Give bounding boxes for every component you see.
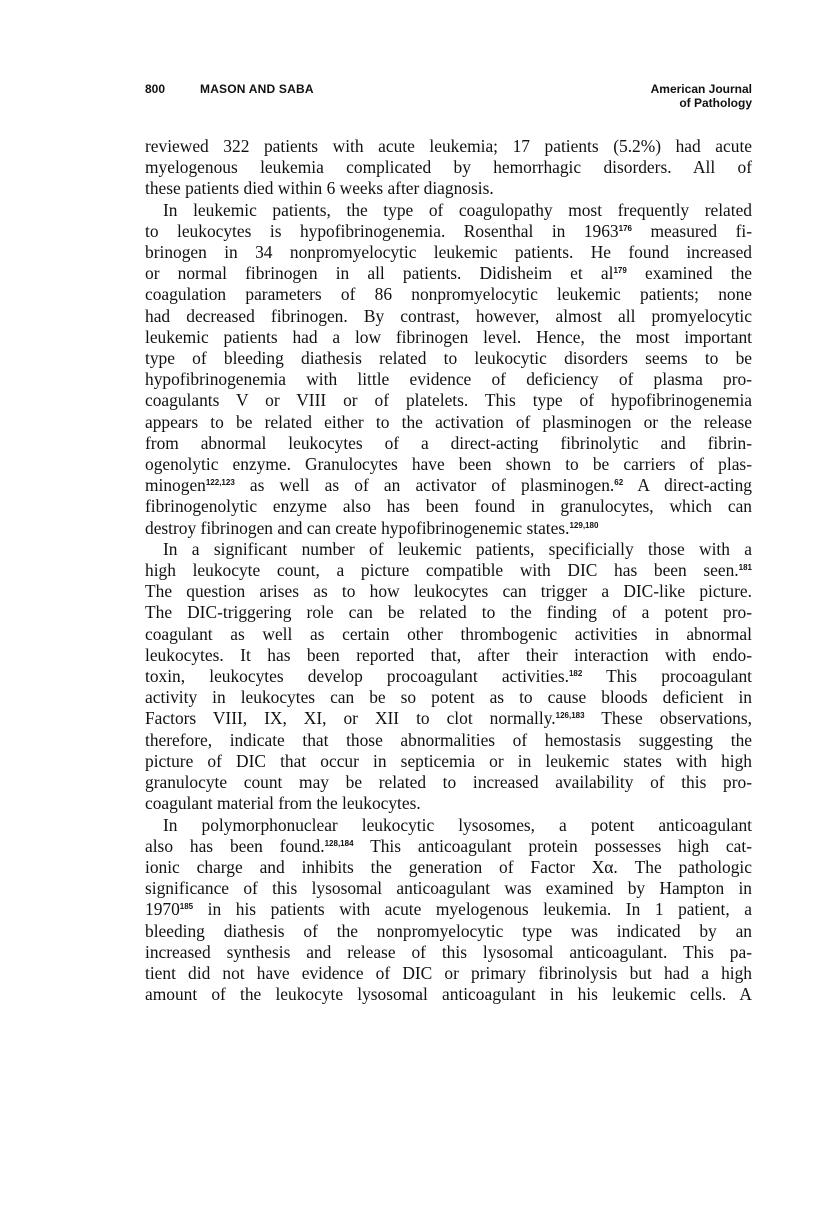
text-run: toxin, leukocytes develop procoagulant activities. — [145, 666, 569, 687]
text-line — [145, 178, 752, 199]
journal-name-line: of Pathology — [679, 96, 752, 110]
text-run: minogen — [145, 475, 206, 496]
text-run: brinogen in 34 nonpromyelocytic leukemic patients. He found increased — [145, 242, 752, 263]
text-run: ionic charge and inhibits the generation of Factor Xα. The pathologic — [145, 856, 752, 877]
journal-name-line: American Journal — [650, 82, 752, 96]
text-line — [145, 836, 752, 857]
reference-superscript: 181 — [738, 563, 752, 573]
text-run: In a significant number of leukemic patients, specificially those with a — [163, 538, 752, 559]
text-run: coagulant as well as certain other thrombogenic activities in abnormal — [145, 623, 752, 644]
reference-superscript: 176 — [618, 223, 632, 233]
text-run: amount of the leukocyte lysosomal anticoagulant in his leukemic cells. A — [145, 984, 752, 1005]
text-line — [145, 348, 752, 369]
text-run: destroy fibrinogen and can create hypofibrinogenemic states. — [145, 517, 570, 538]
page-number: 800 — [145, 82, 166, 96]
text-run: or normal fibrinogen in all patients. Didisheim et al — [145, 263, 614, 284]
text-line — [145, 327, 752, 348]
text-run: 1970 — [145, 899, 180, 920]
text-line — [145, 942, 752, 963]
text-run: fibrinogenolytic enzyme also has been found in granulocytes, which can — [145, 496, 752, 517]
text-line — [145, 708, 752, 729]
text-run: In leukemic patients, the type of coagulopathy most frequently related — [163, 199, 752, 220]
text-line — [145, 751, 752, 772]
text-run: In polymorphonuclear leukocytic lysosomes, a potent anticoagulant — [163, 814, 752, 835]
text-run: examined the — [626, 263, 752, 284]
text-run: had decreased fibrinogen. By contrast, however, almost all promyelocytic — [145, 305, 752, 326]
page-header — [145, 82, 752, 114]
text-run: This procoagulant — [582, 666, 752, 687]
reference-superscript: 182 — [568, 669, 583, 679]
text-line — [145, 369, 752, 390]
text-line — [145, 136, 752, 157]
text-line — [145, 963, 752, 984]
text-line — [145, 200, 752, 221]
text-run: coagulation parameters of 86 nonpromyelocytic leukemic patients; none — [145, 284, 752, 305]
text-line — [145, 284, 752, 305]
reference-superscript: 122,123 — [205, 478, 235, 488]
text-run: hypofibrinogenemia with little evidence of deficiency of plasma pro- — [145, 369, 752, 390]
reference-superscript: 185 — [179, 902, 194, 912]
running-head-authors: MASON AND SABA — [200, 82, 314, 96]
text-line — [145, 878, 752, 899]
text-run: as well as of an activator of plasminogen. — [234, 475, 615, 496]
text-run: type of bleeding diathesis related to leukocytic disorders seems to be — [145, 348, 752, 369]
text-run: appears to be related either to the activation of plasminogen or the release — [145, 411, 752, 432]
text-line — [145, 263, 752, 284]
text-line — [145, 730, 752, 751]
text-line — [145, 624, 752, 645]
text-run: tient did not have evidence of DIC or primary fibrinolysis but had a high — [145, 962, 752, 983]
text-run: activity in leukocytes can be so potent as to cause bloods deficient in — [145, 687, 752, 708]
text-run: bleeding diathesis of the nonpromyelocytic type was indicated by an — [145, 920, 752, 941]
text-run: picture of DIC that occur in septicemia or in leukemic states with high — [145, 750, 752, 771]
text-line — [145, 157, 752, 178]
text-line — [145, 496, 752, 517]
reference-superscript: 128,184 — [324, 838, 354, 848]
text-line — [145, 560, 752, 581]
text-line — [145, 899, 752, 920]
text-run: in his patients with acute myelogenous leukemia. In 1 patient, a — [193, 899, 752, 920]
text-line — [145, 539, 752, 560]
text-line — [145, 984, 752, 1005]
text-run: myelogenous leukemia complicated by hemorrhagic disorders. All of — [145, 157, 752, 178]
text-line — [145, 645, 752, 666]
text-line — [145, 306, 752, 327]
text-line — [145, 242, 752, 263]
text-run: The question arises as to how leukocytes can trigger a DIC-like picture. — [145, 581, 752, 602]
text-line — [145, 602, 752, 623]
reference-superscript: 179 — [613, 266, 627, 276]
text-run: coagulants V or VIII or of platelets. This type of hypofibrinogenemia — [145, 390, 752, 411]
text-run: A direct-acting — [623, 475, 752, 496]
text-run: This anticoagulant protein possesses high cat- — [353, 835, 752, 856]
text-run: these patients died within 6 weeks after diagnosis. — [145, 178, 494, 199]
text-line — [145, 475, 752, 496]
text-run: The DIC-triggering role can be related to the finding of a potent pro- — [145, 602, 752, 623]
text-run: significance of this lysosomal anticoagulant was examined by Hampton in — [145, 878, 752, 899]
body-text — [145, 136, 752, 1005]
text-line — [145, 454, 752, 475]
text-line — [145, 666, 752, 687]
text-line — [145, 857, 752, 878]
text-run: from abnormal leukocytes of a direct-acting fibrinolytic and fibrin- — [145, 432, 752, 453]
text-line — [145, 687, 752, 708]
reference-superscript: 62 — [614, 478, 624, 488]
text-run: granulocyte count may be related to increased availability of this pro- — [145, 772, 752, 793]
text-line — [145, 412, 752, 433]
reference-superscript: 129,180 — [569, 520, 599, 530]
text-line — [145, 921, 752, 942]
text-run: ogenolytic enzyme. Granulocytes have been shown to be carriers of plas- — [145, 454, 752, 475]
text-line — [145, 433, 752, 454]
text-run: reviewed 322 patients with acute leukemia; 17 patients (5.2%) had acute — [145, 136, 752, 156]
text-line — [145, 518, 752, 539]
text-line — [145, 815, 752, 836]
text-run: high leukocyte count, a picture compatible with DIC has been seen. — [145, 560, 739, 581]
text-run: increased synthesis and release of this lysosomal anticoagulant. This pa- — [145, 941, 752, 962]
text-run: coagulant material from the leukocytes. — [145, 793, 421, 814]
text-line — [145, 772, 752, 793]
text-line — [145, 581, 752, 602]
text-line — [145, 221, 752, 242]
text-run: therefore, indicate that those abnormalities of hemostasis suggesting the — [145, 729, 752, 750]
text-run: Factors VIII, IX, XI, or XII to clot normally. — [145, 708, 556, 729]
text-run: leukocytes. It has been reported that, after their interaction with endo- — [145, 644, 752, 665]
text-run: also has been found. — [145, 835, 325, 856]
reference-superscript: 126,183 — [555, 711, 585, 721]
text-run: to leukocytes is hypofibrinogenemia. Rosenthal in 1963 — [145, 220, 619, 241]
text-run: leukemic patients had a low fibrinogen level. Hence, the most important — [145, 326, 752, 347]
text-run: These observations, — [584, 708, 752, 729]
running-head-journal — [651, 82, 752, 110]
text-line — [145, 793, 752, 814]
text-line — [145, 390, 752, 411]
text-run: measured fi- — [631, 220, 752, 241]
